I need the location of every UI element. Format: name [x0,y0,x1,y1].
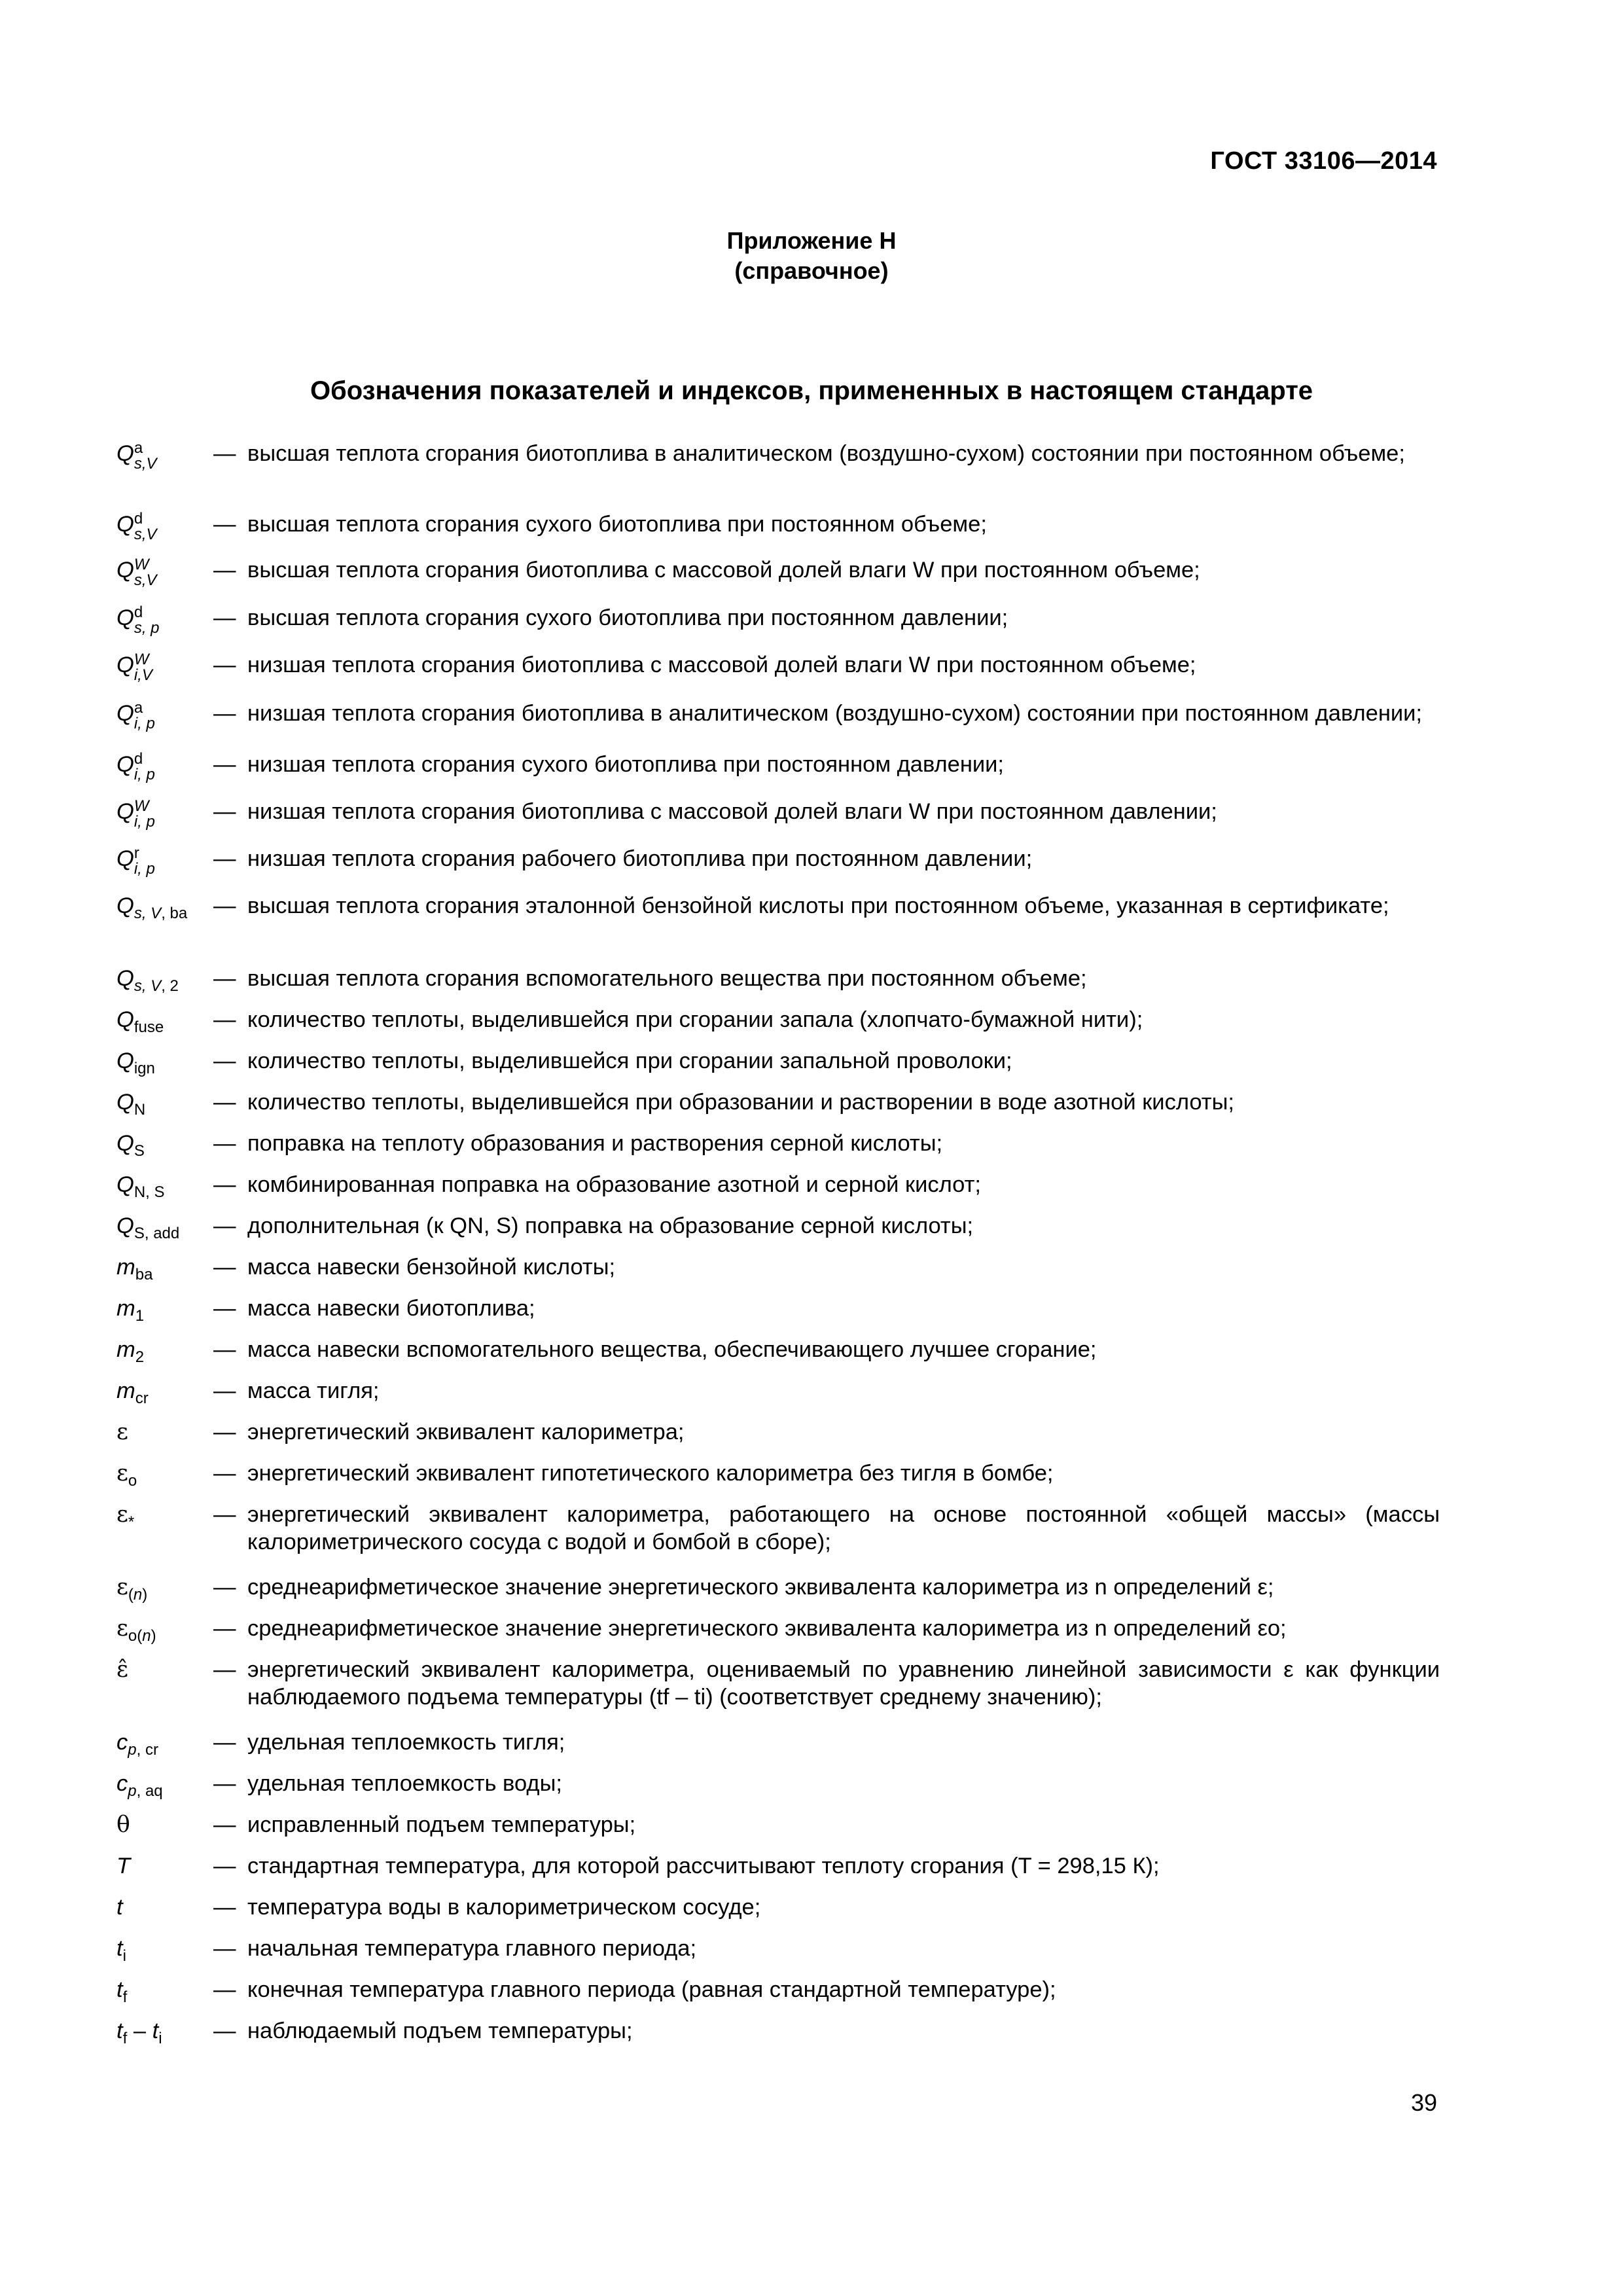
definition-row [116,1770,1440,1811]
symbol: Q a i, p [116,699,155,732]
dash: — [213,799,236,824]
definition-text: дополнительная (к QN, S) поправка на образование серной кислоты; [247,1213,974,1238]
definition-text: удельная теплоемкость воды; [247,1771,562,1796]
definition-row [116,1573,1440,1615]
definition-row [116,1656,1440,1729]
symbol: $m_{cr}$ [116,1378,149,1407]
definition-text: среднеарифметическое значение энергетического эквивалента калориметра из n определений ε; [247,1575,1274,1600]
definition-text: низшая теплота сгорания рабочего биотоплива при постоянном давлении; [247,846,1033,871]
dash: — [213,1461,236,1486]
dash: — [213,1812,236,1837]
definition-text: среднеарифметическое значение энергетического эквивалента калориметра из n определений εo; [247,1616,1287,1641]
symbol: $Q_{s, V, ba}$ [116,893,188,922]
definition-text: наблюдаемый подъем температуры; [247,2018,633,2043]
symbol: $m_2$ [116,1337,145,1366]
symbol: Q a s,V [116,439,157,473]
dash: — [213,1007,236,1032]
symbol: $\varepsilon_*$ [116,1501,135,1531]
section-title: Обозначения показателей и индексов, примененных в настоящем стандарте [310,376,1313,405]
definition-row [116,1006,1440,1047]
symbol: T [116,1854,131,1878]
definition-row [116,1460,1440,1501]
definition-text: энергетический эквивалент калориметра, оцениваемый по уравнению линейной зависимости ε как функции наблюдаемого подъема температуры (tf – ti) (соответствует среднему значению); [247,1657,1440,1710]
dash: — [213,1090,236,1115]
definition-row [116,440,1440,511]
symbol: ε̂ [116,1657,128,1683]
annex-heading [0,226,1623,286]
definition-text: количество теплоты, выделившейся при сгорании запальной проволоки; [247,1049,1012,1073]
dash: — [213,1730,236,1755]
definition-row [116,1976,1440,2017]
definition-text: низшая теплота сгорания биотоплива с массовой долей влаги W при постоянном давлении; [247,799,1217,824]
definition-row [116,1615,1440,1656]
dash: — [213,1657,236,1682]
symbol: $\varepsilon_{o(n)}$ [116,1615,156,1645]
symbol: $t_f - t_i$ [116,2018,162,2047]
symbol: $t_f$ [116,1977,128,2006]
symbol: θ [116,1812,130,1838]
definition-text: низшая теплота сгорания биотоплива с массовой долей влаги W при постоянном объеме; [247,653,1196,677]
definition-text: высшая теплота сгорания вспомогательного вещества при постоянном объеме; [247,966,1087,991]
definition-text: температура воды в калориметрическом сосуде; [247,1895,761,1920]
dash: — [213,1936,236,1961]
symbol: $Q_N$ [116,1090,146,1119]
symbol: Q W s,V [116,556,157,589]
definition-text: высшая теплота сгорания эталонной бензойной кислоты при постоянном объеме, указанная в сертификате; [247,893,1389,918]
dash: — [213,1296,236,1321]
dash: — [213,512,236,537]
definition-row [116,1088,1440,1130]
definition-row [116,1253,1440,1295]
symbol: t [116,1895,123,1920]
definition-text: исправленный подъем температуры; [247,1812,636,1837]
symbol: $m_1$ [116,1296,145,1325]
definition-text: высшая теплота сгорания биотоплива с массовой долей влаги W при постоянном объеме; [247,558,1200,583]
symbol: Q r i, p [116,844,155,878]
dash: — [213,653,236,677]
dash: — [213,605,236,630]
definition-text: масса навески вспомогательного вещества, обеспечивающего лучшее сгорание; [247,1337,1097,1362]
definition-text: низшая теплота сгорания сухого биотоплива при постоянном давлении; [247,752,1005,777]
definition-row [116,2017,1440,2058]
definition-row [116,1418,1440,1460]
definition-row [116,965,1440,1006]
symbol: $\varepsilon_o$ [116,1460,137,1490]
definition-row [116,511,1440,556]
definition-text: поправка на теплоту образования и растворения серной кислоты; [247,1131,943,1156]
definition-row [116,651,1440,700]
dash: — [213,1420,236,1444]
definitions-list [116,440,1440,2058]
definition-row [116,1729,1440,1770]
definition-row [116,1852,1440,1893]
dash: — [213,1378,236,1403]
definition-text: количество теплоты, выделившейся при образовании и растворении в воде азотной кислоты; [247,1090,1234,1115]
definition-text: комбинированная поправка на образование азотной и серной кислот; [247,1172,981,1197]
definition-text: низшая теплота сгорания биотоплива в аналитическом (воздушно-сухом) состоянии при постоянном давлении; [247,701,1423,726]
symbol: $m_{ba}$ [116,1255,153,1283]
definition-row [116,845,1440,892]
dash: — [213,966,236,991]
dash: — [213,752,236,777]
dash: — [213,846,236,871]
definition-row [116,1171,1440,1212]
dash: — [213,1502,236,1527]
definition-row [116,556,1440,604]
definition-text: высшая теплота сгорания сухого биотоплива при постоянном объеме; [247,512,987,537]
symbol: $Q_{s, V, 2}$ [116,966,179,995]
dash: — [213,701,236,726]
definition-text: высшая теплота сгорания биотоплива в аналитическом (воздушно-сухом) состоянии при постоянном объеме; [247,441,1405,466]
definition-row [116,751,1440,798]
symbol: $Q_{ign}$ [116,1049,155,1077]
symbol: Q d i, p [116,750,155,783]
definition-text: удельная теплоемкость тигля; [247,1730,565,1755]
definition-text: масса навески биотоплива; [247,1296,535,1321]
definition-row [116,1212,1440,1253]
definition-text: энергетический эквивалент гипотетического калориметра без тигля в бомбе; [247,1461,1054,1486]
dash: — [213,1255,236,1280]
dash: — [213,1977,236,2002]
symbol: $Q_{S, add}$ [116,1213,180,1242]
dash: — [213,1616,236,1641]
symbol: ε [116,1419,128,1445]
definition-text: масса тигля; [247,1378,380,1403]
symbol: Q W i, p [116,797,155,831]
symbol: $\varepsilon_{(n)}$ [116,1574,148,1604]
definition-text: масса навески бензойной кислоты; [247,1255,616,1280]
definition-row [116,1811,1440,1852]
dash: — [213,558,236,583]
symbol: Q W i,V [116,651,152,684]
definition-row [116,1295,1440,1336]
symbol: $Q_{fuse}$ [116,1007,164,1036]
definition-text: энергетический эквивалент калориметра; [247,1420,685,1444]
symbol: $Q_S$ [116,1131,145,1160]
definition-text: начальная температура главного периода; [247,1936,697,1961]
dash: — [213,1337,236,1362]
symbol: Q d s,V [116,510,157,543]
definition-row [116,798,1440,845]
dash: — [213,441,236,466]
symbol: $Q_{N, S}$ [116,1172,165,1201]
dash: — [213,1131,236,1156]
page-number: 39 [1410,2089,1437,2116]
dash: — [213,1854,236,1878]
definition-text: стандартная температура, для которой рассчитывают теплоту сгорания (T = 298,15 К); [247,1854,1160,1878]
dash: — [213,1771,236,1796]
definition-text: количество теплоты, выделившейся при сгорании запала (хлопчато-бумажной нити); [247,1007,1143,1032]
dash: — [213,2018,236,2043]
dash: — [213,1172,236,1197]
dash: — [213,1895,236,1920]
definition-text: конечная температура главного периода (равная стандартной температуре); [247,1977,1056,2002]
symbol: Q d s, p [116,603,160,637]
symbol: $c_{p, cr}$ [116,1730,158,1759]
definition-row [116,604,1440,651]
definition-row [116,1893,1440,1935]
dash: — [213,1575,236,1600]
definition-row [116,1130,1440,1171]
annex-type: (справочное) [734,257,889,284]
definition-text: энергетический эквивалент калориметра, работающего на основе постоянной «общей массы» (массы калориметрического сосуда с водой и бомбой в сборе); [247,1502,1440,1554]
document-code: ГОСТ 33106—2014 [1210,147,1437,175]
dash: — [213,1213,236,1238]
definition-row [116,1377,1440,1418]
definition-row [116,892,1440,965]
definition-row [116,1935,1440,1976]
definition-row [116,700,1440,751]
definition-row [116,1501,1440,1573]
dash: — [213,893,236,918]
annex-label: Приложение Н [726,227,897,254]
definition-text: высшая теплота сгорания сухого биотоплива при постоянном давлении; [247,605,1008,630]
definition-row [116,1336,1440,1377]
symbol: $c_{p, aq}$ [116,1771,163,1800]
dash: — [213,1049,236,1073]
definition-row [116,1047,1440,1088]
symbol: $t_i$ [116,1936,126,1965]
